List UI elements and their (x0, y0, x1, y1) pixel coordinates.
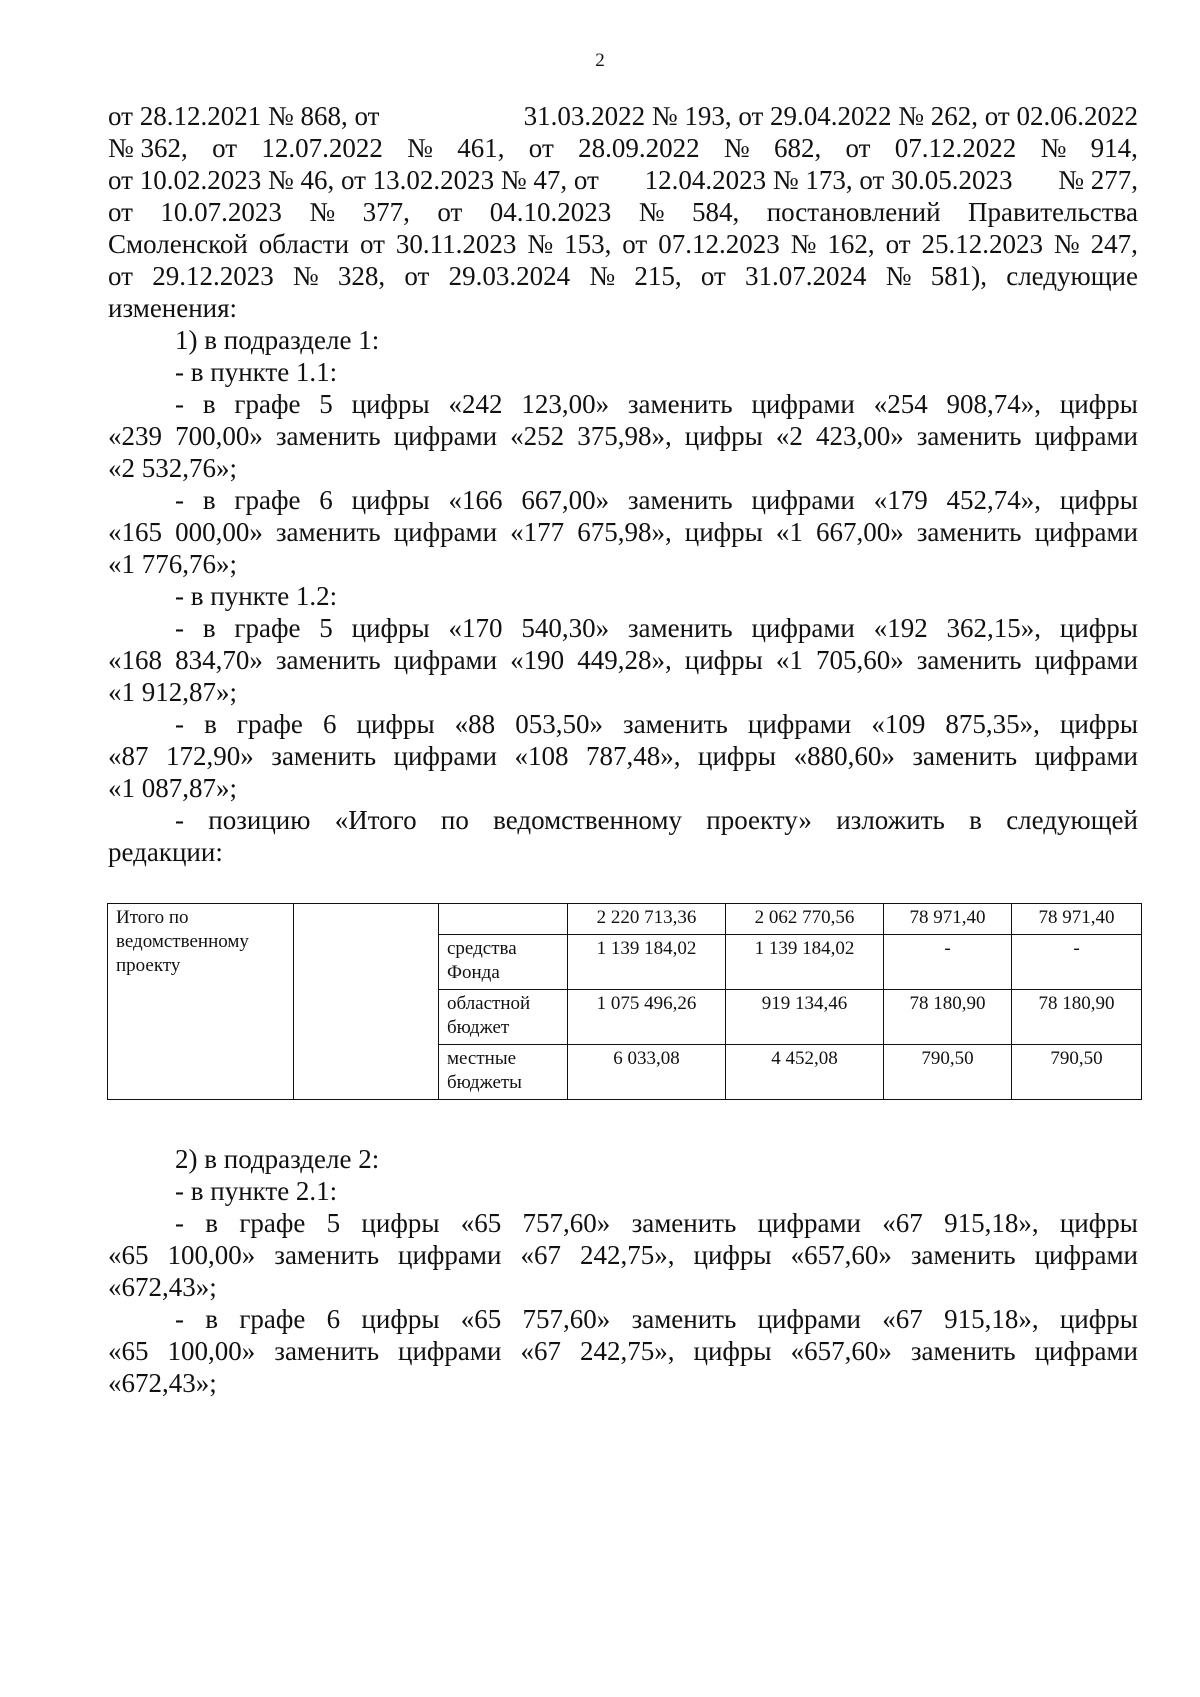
intro-line-3 (108, 164, 1138, 196)
justified-word: 123,00» (521, 389, 610, 419)
justified-word: заменить (627, 485, 733, 515)
item-1-1-heading: - в пункте 1.1: (175, 357, 338, 387)
amount-cell: - (884, 935, 1012, 990)
justified-word: 581), (930, 261, 987, 291)
justified-word: постановлений (766, 197, 941, 227)
justified-word: 449,28», (577, 645, 672, 675)
justified-word: от 10.02.2023 № 46, от 13.02.2023 № 47, от (108, 165, 599, 195)
source-line: бюджеты (447, 1072, 522, 1093)
justified-word: № (790, 229, 817, 259)
amount-cell: 78 971,40 (1012, 904, 1142, 935)
justified-word: «254 (873, 389, 928, 419)
justified-word: № (885, 261, 912, 291)
justified-word: 12.04.2023 № 173, от 30.05.2023 (644, 165, 1013, 195)
justified-word: заменить (910, 1336, 1016, 1366)
justified-word: «1 (775, 517, 803, 547)
justified-word: цифры (693, 1240, 772, 1270)
item-1-1-col6-line-1 (108, 484, 1138, 516)
justified-word: 915,18», (944, 1304, 1039, 1334)
justified-word: изложить (836, 805, 945, 835)
justified-word: «239 (108, 421, 162, 451)
justified-word: «242 (448, 389, 503, 419)
justified-word: в (202, 389, 216, 419)
justified-word: цифры (361, 1304, 440, 1334)
justified-word: следующие (1006, 261, 1138, 291)
justified-word: цифрами (398, 1336, 502, 1366)
justified-word: 375,98», (577, 421, 672, 451)
justified-word: заменить (916, 517, 1022, 547)
justified-word: цифрами (751, 613, 855, 643)
item-2-1-heading: - в пункте 2.1: (175, 1176, 338, 1206)
amount-cell: - (1012, 935, 1142, 990)
justified-word: «67 (520, 1240, 561, 1270)
justified-word: графе (234, 485, 301, 515)
justified-word: № (292, 261, 319, 291)
justified-word: «179 (873, 485, 928, 515)
source-cell (439, 990, 568, 1045)
justified-word: заменить (274, 1240, 380, 1270)
justified-word: цифры (1059, 709, 1138, 739)
justified-word: «108 (514, 741, 569, 771)
amount-cell: 790,50 (884, 1045, 1012, 1100)
justified-word: цифры (351, 389, 430, 419)
justified-word: 6 (326, 1304, 341, 1334)
justified-word: заменить (275, 421, 381, 451)
justified-word: цифрами (393, 421, 498, 451)
justified-word: графе (239, 1304, 306, 1334)
amount-cell: 78 180,90 (1012, 990, 1142, 1045)
item-2-1-col6-line-1 (108, 1303, 1138, 1335)
justified-word: заменить (271, 741, 377, 771)
justified-word: в (969, 805, 982, 835)
intro-line-6 (108, 260, 1138, 292)
justified-word: от (437, 197, 463, 227)
justified-word: «1 (775, 645, 803, 675)
justified-word: «252 (510, 421, 565, 451)
justified-word: заменить (627, 389, 733, 419)
justified-word: заменить (627, 613, 733, 643)
justified-word: 914, (1090, 133, 1138, 163)
justified-word: 242,75», (579, 1240, 675, 1270)
justified-word: 908,74», (946, 389, 1042, 419)
justified-word: 461, (457, 133, 505, 163)
justified-word: от (700, 261, 726, 291)
justified-word: цифрами (1034, 1336, 1138, 1366)
justified-word: 242,75», (579, 1336, 675, 1366)
justified-word: от (404, 261, 430, 291)
justified-word: 5 (326, 1208, 341, 1238)
justified-word: «2 (775, 421, 803, 451)
justified-word: - (175, 1208, 184, 1238)
justified-word: цифрами (757, 1304, 861, 1334)
source-line: местные (447, 1048, 517, 1069)
justified-word: в (205, 1208, 219, 1238)
item-1-2-col5-line-3: «1 912,87»; (108, 677, 238, 707)
justified-word: 153, (564, 229, 612, 259)
justified-word: цифрами (393, 645, 498, 675)
justified-word: 6 (322, 709, 337, 739)
amount-cell: 2 062 770,56 (726, 904, 884, 935)
source-line: Фонда (447, 962, 500, 983)
justified-word: 757,60» (522, 1208, 611, 1238)
justified-word: цифрами (1034, 517, 1138, 547)
item-1-2-heading: - в пункте 1.2: (175, 581, 338, 611)
table-row (108, 904, 1142, 935)
justified-word: цифрами (1034, 741, 1138, 771)
justified-word: 247, (1090, 229, 1138, 259)
justified-word: «67 (882, 1304, 923, 1334)
justified-word: 04.10.2023 (489, 197, 612, 227)
justified-word: заменить (912, 741, 1018, 771)
justified-word: № (309, 197, 336, 227)
source-cell (439, 1045, 568, 1100)
intro-line-5 (108, 228, 1138, 260)
justified-word: цифрами (393, 517, 498, 547)
justified-word: № 362, (108, 133, 188, 163)
justified-word: заменить (631, 1304, 737, 1334)
intro-line-7: изменения: (108, 293, 238, 323)
justified-word: графе (234, 613, 301, 643)
justified-word: 362,15», (946, 613, 1042, 643)
justified-word: Правительства (968, 197, 1138, 227)
justified-word: - (175, 389, 184, 419)
source-line: бюджет (447, 1017, 510, 1038)
justified-word: в (204, 709, 217, 739)
justified-word: «170 (448, 613, 503, 643)
justified-word: 172,90» (166, 741, 254, 771)
item-1-2-col5-line-2 (108, 644, 1138, 676)
justified-word: 6 (319, 485, 333, 515)
justified-word: «87 (108, 741, 149, 771)
page-number: 2 (595, 50, 605, 71)
intro-line-2 (108, 132, 1138, 164)
item-1-1-col5-line-2 (108, 420, 1138, 452)
justified-word: «177 (510, 517, 565, 547)
justified-word: «657,60» (790, 1240, 892, 1270)
intro-line-4 (108, 196, 1138, 228)
item-2-1-col5-line-2 (108, 1239, 1138, 1271)
justified-word: «165 (108, 517, 162, 547)
total-label-cell (108, 904, 294, 1100)
source-line: средства (447, 938, 517, 959)
justified-word: цифры (1059, 485, 1138, 515)
justified-word: цифры (684, 645, 763, 675)
justified-word: «Итого (334, 805, 417, 835)
justified-word: № (638, 197, 665, 227)
justified-word: заменить (916, 421, 1022, 451)
justified-word: «65 (108, 1336, 149, 1366)
justified-word: «109 (871, 709, 926, 739)
justified-word: графе (236, 709, 303, 739)
justified-word: «190 (510, 645, 565, 675)
justified-word: заменить (275, 645, 381, 675)
justified-word: № (1053, 229, 1080, 259)
empty-cell (294, 904, 439, 1100)
amount-cell: 1 139 184,02 (726, 935, 884, 990)
justified-word: 875,35», (945, 709, 1040, 739)
justified-word: 540,30» (521, 613, 610, 643)
justified-word: цифры (693, 1336, 772, 1366)
item-2-1-col6-line-2 (108, 1335, 1138, 1367)
amount-cell: 790,50 (1012, 1045, 1142, 1100)
justified-word: 705,60» (815, 645, 904, 675)
justified-word: ведомственному (493, 805, 682, 835)
amount-cell: 1 075 496,26 (568, 990, 726, 1045)
justified-word: 215, (634, 261, 682, 291)
amount-cell: 4 452,08 (726, 1045, 884, 1100)
justified-word: от (845, 133, 871, 163)
justified-word: 053,50» (515, 709, 603, 739)
document-body-section1 (108, 100, 1138, 868)
amount-cell: 919 134,46 (726, 990, 884, 1045)
justified-word: 07.12.2023 (658, 229, 780, 259)
justified-word: Смоленской (108, 229, 248, 259)
item-1-1-col5-line-1 (108, 388, 1138, 420)
justified-word: от (622, 229, 648, 259)
amount-cell: 6 033,08 (568, 1045, 726, 1100)
item-2-1-col5-line-3: «672,43»; (108, 1272, 217, 1302)
justified-word: 584, (691, 197, 740, 227)
item-1-2-col6-line-1 (108, 708, 1138, 740)
justified-word: цифрами (757, 1208, 861, 1238)
justified-word: цифры (1059, 1208, 1138, 1238)
item-1-2-col6-line-2 (108, 740, 1138, 772)
item-1-2-col5-line-1 (108, 612, 1138, 644)
justified-word: графе (239, 1208, 306, 1238)
justified-word: заменить (274, 1336, 380, 1366)
justified-word: 5 (319, 613, 333, 643)
item-1-1-col6-line-2 (108, 516, 1138, 548)
justified-word: 700,00» (175, 421, 263, 451)
justified-word: заменить (916, 645, 1022, 675)
justified-word: 423,00» (815, 421, 904, 451)
justified-word: заменить (631, 1208, 737, 1238)
item-2-1-col5-line-1 (108, 1207, 1138, 1239)
justified-word: 31.03.2022 № 193, от 29.04.2022 № 262, от 02.06.2022 (523, 101, 1138, 131)
justified-word: - (175, 613, 184, 643)
justified-word: «192 (873, 613, 928, 643)
justified-word: 162, (827, 229, 875, 259)
item-2-1-col6-line-3: «672,43»; (108, 1368, 217, 1398)
justified-word: цифры (361, 1208, 440, 1238)
justified-word: 834,70» (175, 645, 263, 675)
justified-word: цифрами (393, 741, 497, 771)
justified-word: № (527, 229, 554, 259)
justified-word: 25.12.2023 (921, 229, 1043, 259)
justified-word: 29.12.2023 (152, 261, 274, 291)
justified-word: цифры (1059, 389, 1138, 419)
justified-word: «88 (454, 709, 496, 739)
justified-word: 915,18», (944, 1208, 1039, 1238)
justified-word: в (202, 613, 216, 643)
subsection-2-heading: 2) в подразделе 2: (175, 1144, 380, 1174)
justified-word: заменить (623, 709, 728, 739)
total-label-line: Итого по (116, 907, 189, 928)
justified-word: заменить (910, 1240, 1016, 1270)
justified-word: № 277, (1058, 165, 1138, 195)
justified-word: от (212, 133, 238, 163)
justified-word: цифры (356, 709, 435, 739)
justified-word: от (528, 133, 554, 163)
amount-cell: 78 971,40 (884, 904, 1012, 935)
justified-word: 28.09.2022 (578, 133, 700, 163)
justified-word: 5 (319, 389, 333, 419)
justified-word: цифрами (398, 1240, 502, 1270)
justified-word: цифрами (1034, 645, 1138, 675)
justified-word: цифры (1059, 613, 1138, 643)
intro-line-1 (108, 100, 1138, 132)
source-cell (439, 935, 568, 990)
justified-word: от 28.12.2021 № 868, от (108, 101, 380, 131)
justified-word: проекту» (706, 805, 812, 835)
total-label-line: проекту (116, 955, 181, 976)
total-label-line: ведомственному (116, 931, 249, 952)
justified-word: - (175, 805, 184, 835)
justified-word: 000,00» (175, 517, 263, 547)
justified-word: 452,74», (946, 485, 1042, 515)
justified-word: № (407, 133, 433, 163)
justified-word: 675,98», (577, 517, 672, 547)
justified-word: 100,00» (167, 1336, 256, 1366)
justified-word: 667,00» (521, 485, 610, 515)
justified-word: цифрами (751, 485, 855, 515)
justified-word: в (205, 1304, 219, 1334)
justified-word: цифры (1059, 1304, 1138, 1334)
justified-word: «166 (448, 485, 503, 515)
justified-word: цифры (351, 613, 430, 643)
justified-word: № (589, 261, 616, 291)
justified-word: цифрами (747, 709, 852, 739)
justified-word: «880,60» (793, 741, 895, 771)
justified-word: - (175, 709, 184, 739)
justified-word: 29.03.2024 (448, 261, 571, 291)
source-cell (439, 904, 568, 935)
justified-word: - (175, 485, 184, 515)
justified-word: от (108, 261, 133, 291)
justified-word: 757,60» (522, 1304, 611, 1334)
justified-word: цифрами (751, 389, 855, 419)
source-line: областной (447, 993, 531, 1014)
justified-word: цифры (684, 517, 763, 547)
justified-word: № (1040, 133, 1067, 163)
justified-word: 07.12.2022 (894, 133, 1017, 163)
item-1-1-col6-line-3: «1 776,76»; (108, 549, 238, 579)
justified-word: «65 (460, 1304, 502, 1334)
justified-word: от (360, 229, 385, 259)
justified-word: следующей (1006, 805, 1138, 835)
justified-word: 100,00» (167, 1240, 256, 1270)
justified-word: № (723, 133, 750, 163)
justified-word: цифрами (1034, 1240, 1138, 1270)
amount-cell: 78 180,90 (884, 990, 1012, 1045)
justified-word: - (175, 1304, 184, 1334)
justified-word: 10.07.2023 (160, 197, 282, 227)
justified-word: 30.11.2023 (395, 229, 517, 259)
justified-word: 31.07.2024 (745, 261, 867, 291)
justified-word: «65 (460, 1208, 502, 1238)
justified-word: области (258, 229, 350, 259)
justified-word: цифры (698, 741, 777, 771)
item-1-1-col5-line-3: «2 532,76»; (108, 453, 238, 483)
justified-word: 328, (337, 261, 386, 291)
budget-table (107, 903, 1142, 1100)
justified-word: цифры (351, 485, 430, 515)
document-body-section2 (108, 1143, 1138, 1399)
justified-word: графе (234, 389, 301, 419)
justified-word: «168 (108, 645, 162, 675)
justified-word: «67 (882, 1208, 923, 1238)
justified-word: 682, (773, 133, 822, 163)
amount-cell: 1 139 184,02 (568, 935, 726, 990)
justified-word: цифры (684, 421, 763, 451)
justified-word: в (202, 485, 216, 515)
justified-word: «65 (108, 1240, 149, 1270)
justified-word: 12.07.2022 (261, 133, 383, 163)
item-1-2-col6-line-3: «1 087,87»; (108, 773, 238, 803)
justified-word: «657,60» (790, 1336, 892, 1366)
justified-word: от (108, 197, 133, 227)
justified-word: 787,48», (585, 741, 681, 771)
justified-word: 667,00» (815, 517, 904, 547)
justified-word: цифрами (1034, 421, 1138, 451)
justified-word: 377, (362, 197, 410, 227)
subsection-1-heading: 1) в подразделе 1: (175, 325, 380, 355)
position-total-line-1 (108, 804, 1138, 836)
justified-word: заменить (275, 517, 381, 547)
justified-word: «67 (520, 1336, 561, 1366)
justified-word: позицию (208, 805, 311, 835)
amount-cell: 2 220 713,36 (568, 904, 726, 935)
justified-word: от (885, 229, 911, 259)
justified-word: по (440, 805, 469, 835)
position-total-line-2: редакции: (108, 837, 223, 867)
